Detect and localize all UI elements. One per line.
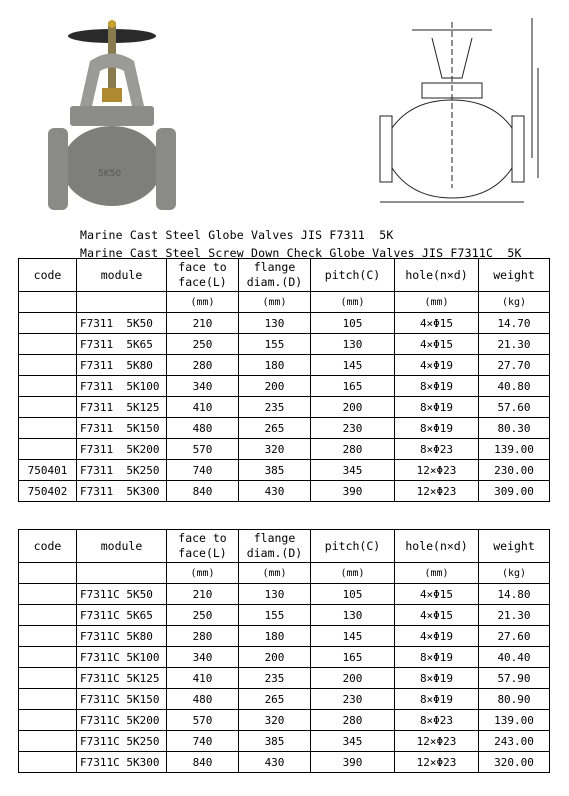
cell-module: F7311C 5K300 — [77, 752, 167, 773]
cell-flange-diam: 130 — [239, 584, 311, 605]
cell-pitch: 145 — [311, 355, 395, 376]
cell-weight: 14.80 — [479, 584, 550, 605]
cell-hole: 4×Φ15 — [395, 584, 479, 605]
cell-flange-diam: 265 — [239, 689, 311, 710]
cell-face-to-face: 210 — [167, 584, 239, 605]
unit-face-to-face: (mm) — [167, 563, 239, 584]
table-row — [19, 481, 550, 502]
cell-pitch: 200 — [311, 397, 395, 418]
cell-code — [19, 689, 77, 710]
cell-face-to-face: 740 — [167, 460, 239, 481]
cell-pitch: 390 — [311, 481, 395, 502]
cell-face-to-face: 570 — [167, 710, 239, 731]
cell-weight: 27.60 — [479, 626, 550, 647]
valve-technical-drawing — [372, 8, 544, 204]
cell-weight: 40.80 — [479, 376, 550, 397]
cell-flange-diam: 180 — [239, 355, 311, 376]
cell-code — [19, 334, 77, 355]
table-row — [19, 334, 550, 355]
cell-hole: 4×Φ19 — [395, 626, 479, 647]
unit-hole: (mm) — [395, 292, 479, 313]
column-header-pitch: pitch(C) — [311, 259, 395, 292]
cell-hole: 8×Φ19 — [395, 668, 479, 689]
cell-module: F7311 5K250 — [77, 460, 167, 481]
cell-hole: 4×Φ15 — [395, 605, 479, 626]
table-row — [19, 584, 550, 605]
cell-hole: 8×Φ23 — [395, 710, 479, 731]
unit-code — [19, 292, 77, 313]
cell-weight: 21.30 — [479, 605, 550, 626]
cell-module: F7311C 5K50 — [77, 584, 167, 605]
cell-module: F7311 5K150 — [77, 418, 167, 439]
cell-module: F7311C 5K80 — [77, 626, 167, 647]
table-row — [19, 460, 550, 481]
unit-code — [19, 563, 77, 584]
cell-code — [19, 313, 77, 334]
cell-module: F7311C 5K125 — [77, 668, 167, 689]
table-row — [19, 313, 550, 334]
cell-weight: 40.40 — [479, 647, 550, 668]
cell-hole: 8×Φ19 — [395, 647, 479, 668]
caption-check-globe-valves: Marine Cast Steel Screw Down Check Globe Valves JIS F7311C 5K — [80, 246, 522, 260]
cell-module: F7311 5K300 — [77, 481, 167, 502]
cell-face-to-face: 250 — [167, 334, 239, 355]
cell-flange-diam: 320 — [239, 710, 311, 731]
cell-face-to-face: 480 — [167, 689, 239, 710]
cell-module: F7311 5K125 — [77, 397, 167, 418]
cell-hole: 8×Φ19 — [395, 689, 479, 710]
table-row — [19, 731, 550, 752]
table-row — [19, 605, 550, 626]
cell-face-to-face: 250 — [167, 605, 239, 626]
unit-weight: (kg) — [479, 292, 550, 313]
cell-flange-diam: 155 — [239, 334, 311, 355]
table-row — [19, 355, 550, 376]
cell-module: F7311 5K50 — [77, 313, 167, 334]
cell-pitch: 165 — [311, 376, 395, 397]
unit-flange-diam: (mm) — [239, 292, 311, 313]
cell-face-to-face: 840 — [167, 481, 239, 502]
cell-module: F7311C 5K200 — [77, 710, 167, 731]
cell-face-to-face: 410 — [167, 397, 239, 418]
cell-weight: 80.90 — [479, 689, 550, 710]
cell-hole: 4×Φ19 — [395, 355, 479, 376]
column-header-face-to-face: face to face(L) — [167, 530, 239, 563]
table-row — [19, 689, 550, 710]
cell-flange-diam: 320 — [239, 439, 311, 460]
cell-code — [19, 668, 77, 689]
cell-code: 750401 — [19, 460, 77, 481]
table-row — [19, 668, 550, 689]
cell-pitch: 165 — [311, 647, 395, 668]
cell-pitch: 280 — [311, 439, 395, 460]
table-row — [19, 397, 550, 418]
caption-globe-valves: Marine Cast Steel Globe Valves JIS F7311 5K — [80, 228, 394, 242]
cell-weight: 320.00 — [479, 752, 550, 773]
gland-nut — [102, 88, 122, 102]
table-row — [19, 418, 550, 439]
cell-module: F7311C 5K250 — [77, 731, 167, 752]
cell-module: F7311C 5K65 — [77, 605, 167, 626]
unit-weight: (kg) — [479, 563, 550, 584]
cell-weight: 309.00 — [479, 481, 550, 502]
table-row — [19, 626, 550, 647]
cell-hole: 4×Φ15 — [395, 313, 479, 334]
cell-flange-diam: 155 — [239, 605, 311, 626]
cell-flange-diam: 430 — [239, 481, 311, 502]
column-header-flange-diam: flange diam.(D) — [239, 259, 311, 292]
cell-pitch: 105 — [311, 584, 395, 605]
column-header-flange-diam: flange diam.(D) — [239, 530, 311, 563]
column-header-code: code — [19, 530, 77, 563]
cell-pitch: 105 — [311, 313, 395, 334]
cell-flange-diam: 235 — [239, 668, 311, 689]
cell-face-to-face: 340 — [167, 647, 239, 668]
cell-hole: 12×Φ23 — [395, 460, 479, 481]
cell-pitch: 130 — [311, 605, 395, 626]
cell-module: F7311 5K100 — [77, 376, 167, 397]
column-header-pitch: pitch(C) — [311, 530, 395, 563]
left-flange — [48, 128, 68, 210]
cell-face-to-face: 740 — [167, 731, 239, 752]
cell-face-to-face: 840 — [167, 752, 239, 773]
cell-code — [19, 439, 77, 460]
table-row — [19, 376, 550, 397]
header-row — [19, 530, 550, 563]
cell-pitch: 390 — [311, 752, 395, 773]
cell-weight: 80.30 — [479, 418, 550, 439]
cell-code — [19, 626, 77, 647]
cell-face-to-face: 280 — [167, 355, 239, 376]
cell-face-to-face: 410 — [167, 668, 239, 689]
cell-hole: 8×Φ19 — [395, 418, 479, 439]
unit-module — [77, 292, 167, 313]
right-flange — [156, 128, 176, 210]
unit-pitch: (mm) — [311, 292, 395, 313]
cell-module: F7311 5K65 — [77, 334, 167, 355]
cell-pitch: 130 — [311, 334, 395, 355]
cell-code — [19, 376, 77, 397]
cell-hole: 12×Φ23 — [395, 481, 479, 502]
cell-code — [19, 584, 77, 605]
units-row — [19, 563, 550, 584]
cell-weight: 27.70 — [479, 355, 550, 376]
cell-code — [19, 731, 77, 752]
units-row — [19, 292, 550, 313]
column-header-module: module — [77, 530, 167, 563]
cell-hole: 4×Φ15 — [395, 334, 479, 355]
spec-table-f7311 — [18, 258, 550, 502]
cell-hole: 12×Φ23 — [395, 752, 479, 773]
cell-module: F7311C 5K150 — [77, 689, 167, 710]
unit-hole: (mm) — [395, 563, 479, 584]
svg-text:5K50: 5K50 — [98, 169, 122, 179]
cell-flange-diam: 180 — [239, 626, 311, 647]
cell-flange-diam: 385 — [239, 731, 311, 752]
cell-flange-diam: 385 — [239, 460, 311, 481]
unit-pitch: (mm) — [311, 563, 395, 584]
cell-code — [19, 605, 77, 626]
cell-module: F7311 5K80 — [77, 355, 167, 376]
column-header-code: code — [19, 259, 77, 292]
unit-flange-diam: (mm) — [239, 563, 311, 584]
bonnet-flange — [70, 106, 154, 126]
cell-flange-diam: 235 — [239, 397, 311, 418]
cell-module: F7311 5K200 — [77, 439, 167, 460]
cell-hole: 8×Φ23 — [395, 439, 479, 460]
cell-pitch: 345 — [311, 731, 395, 752]
column-header-module: module — [77, 259, 167, 292]
header-row — [19, 259, 550, 292]
cell-code: 750402 — [19, 481, 77, 502]
cell-weight: 243.00 — [479, 731, 550, 752]
cell-face-to-face: 480 — [167, 418, 239, 439]
column-header-hole: hole(n×d) — [395, 530, 479, 563]
valve-body — [62, 126, 162, 206]
stem-nut — [108, 20, 116, 28]
cell-code — [19, 752, 77, 773]
cell-pitch: 145 — [311, 626, 395, 647]
cell-face-to-face: 210 — [167, 313, 239, 334]
cell-pitch: 345 — [311, 460, 395, 481]
cell-weight: 57.90 — [479, 668, 550, 689]
column-header-face-to-face: face to face(L) — [167, 259, 239, 292]
cell-code — [19, 397, 77, 418]
cell-code — [19, 647, 77, 668]
unit-face-to-face: (mm) — [167, 292, 239, 313]
cell-face-to-face: 340 — [167, 376, 239, 397]
cell-face-to-face: 570 — [167, 439, 239, 460]
cell-flange-diam: 265 — [239, 418, 311, 439]
cell-pitch: 230 — [311, 689, 395, 710]
cell-weight: 139.00 — [479, 710, 550, 731]
cell-hole: 8×Φ19 — [395, 376, 479, 397]
cell-pitch: 230 — [311, 418, 395, 439]
cell-module: F7311C 5K100 — [77, 647, 167, 668]
spec-table-f7311c — [18, 529, 550, 773]
table-row — [19, 439, 550, 460]
cell-flange-diam: 130 — [239, 313, 311, 334]
cell-flange-diam: 430 — [239, 752, 311, 773]
column-header-weight: weight — [479, 530, 550, 563]
cell-flange-diam: 200 — [239, 647, 311, 668]
column-header-weight: weight — [479, 259, 550, 292]
cell-weight: 21.30 — [479, 334, 550, 355]
cell-pitch: 200 — [311, 668, 395, 689]
cell-weight: 57.60 — [479, 397, 550, 418]
cell-weight: 14.70 — [479, 313, 550, 334]
unit-module — [77, 563, 167, 584]
cell-code — [19, 710, 77, 731]
cell-weight: 139.00 — [479, 439, 550, 460]
cell-code — [19, 418, 77, 439]
table-row — [19, 710, 550, 731]
cell-flange-diam: 200 — [239, 376, 311, 397]
cell-code — [19, 355, 77, 376]
valve-photo — [40, 16, 200, 216]
table-row — [19, 647, 550, 668]
cell-hole: 8×Φ19 — [395, 397, 479, 418]
table-row — [19, 752, 550, 773]
cell-pitch: 280 — [311, 710, 395, 731]
cell-hole: 12×Φ23 — [395, 731, 479, 752]
cell-weight: 230.00 — [479, 460, 550, 481]
cell-face-to-face: 280 — [167, 626, 239, 647]
column-header-hole: hole(n×d) — [395, 259, 479, 292]
